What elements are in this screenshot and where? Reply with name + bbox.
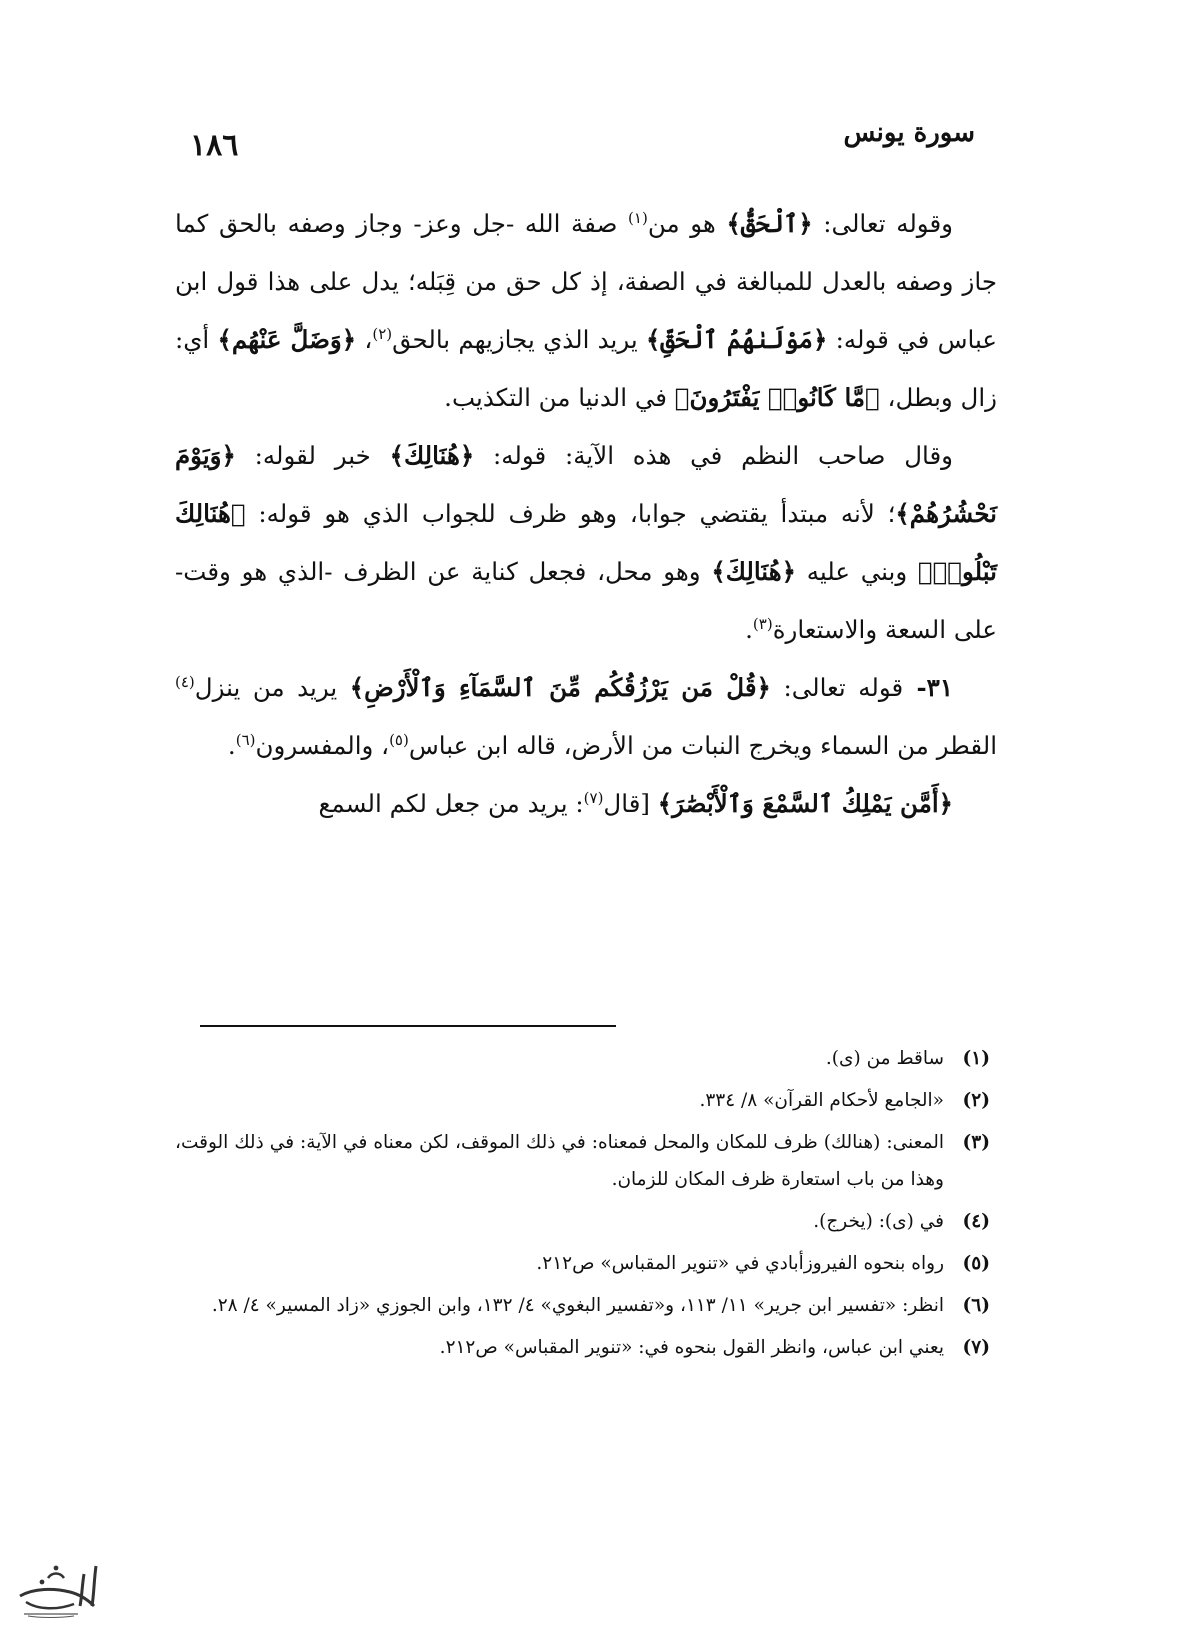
footnote-reference: (٤) bbox=[175, 672, 195, 691]
publisher-logo bbox=[8, 1558, 108, 1620]
footnote-text: في (ى): (يخرج). bbox=[813, 1211, 944, 1232]
quran-quote: ﴿وَيَوْمَ نَحْشُرُهُمْ﴾ bbox=[175, 441, 997, 528]
paragraph-text: خبر لقوله: bbox=[235, 441, 390, 470]
footnote bbox=[175, 1287, 990, 1324]
paragraph-text: ؛ لأنه مبتدأ يقتضي جوابا، وهو ظرف للجواب الذي هو قوله: bbox=[245, 499, 896, 528]
body-paragraph bbox=[175, 427, 997, 659]
paragraph-text: ، والمفسرون bbox=[255, 731, 390, 760]
footnote-reference: (٦) bbox=[235, 730, 256, 749]
footnote-text: انظر: «تفسير ابن جرير» ١١/ ١١٣، و«تفسير البغوي» ٤/ ١٣٢، وابن الجوزي «زاد المسير» ٤/ ٢٨. bbox=[211, 1295, 944, 1316]
paragraph-text: في الدنيا من التكذيب. bbox=[444, 383, 675, 412]
paragraph-text: : يريد من جعل لكم السمع bbox=[318, 789, 584, 818]
footnote bbox=[175, 1040, 990, 1077]
footnote-number: (٤) bbox=[962, 1211, 990, 1232]
footnote-number: (١) bbox=[962, 1048, 990, 1069]
body-paragraph bbox=[175, 775, 997, 833]
footnote-text: يعني ابن عباس، وانظر القول بنحوه في: «تنوير المقباس» ص٢١٢. bbox=[439, 1337, 944, 1358]
quran-quote: ٣١- bbox=[903, 673, 953, 702]
footnote bbox=[175, 1245, 990, 1282]
page-number: ١٨٦ bbox=[190, 128, 239, 163]
body-paragraph bbox=[175, 195, 997, 427]
paragraph-text: صفة الله -جل وعز- وجاز وصفه بالحق كما جاز وصفه بالعدل للمبالغة في الصفة، إذ كل حق من قِبَله؛ يدل على هذا قول ابن عباس في قوله: bbox=[175, 209, 998, 354]
paragraph-text: . bbox=[745, 615, 753, 644]
footnote-text: رواه بنحوه الفيروزأبادي في «تنوير المقباس» ص٢١٢. bbox=[536, 1253, 944, 1274]
paragraph-text: القطر من السماء ويخرج النبات من الأرض، قاله ابن عباس bbox=[408, 731, 997, 760]
paragraph-text: وقال صاحب النظم في هذه الآية: قوله: bbox=[474, 441, 954, 470]
paragraph-text: [قال bbox=[603, 789, 658, 818]
footnote-reference: (١) bbox=[628, 208, 648, 227]
paragraph-text: يريد الذي يجازيهم بالحق bbox=[392, 325, 647, 354]
quran-quote: ﴿مَّا كَانُوا۟ يَفْتَرُونَ﴾ bbox=[674, 383, 880, 412]
quran-quote: ﴿مَوْلَىٰهُمُ ٱلْحَقِّ﴾ bbox=[646, 325, 828, 354]
body-paragraph bbox=[175, 659, 997, 775]
quran-quote: ﴿قُلْ مَن يَرْزُقُكُم مِّنَ ٱلسَّمَآءِ وَٱلْأَرْضِ﴾ bbox=[349, 673, 771, 702]
footnote-reference: (٣) bbox=[752, 614, 773, 633]
main-text bbox=[175, 195, 997, 833]
footnote-text: المعنى: (هنالك) ظرف للمكان والمحل فمعناه: في ذلك الموقف، لكن معناه في الآية: في ذلك الوقت، وهذا من باب استعارة ظرف المكان للزمان. bbox=[175, 1132, 944, 1190]
quran-quote: ﴿أَمَّن يَمْلِكُ ٱلسَّمْعَ وَٱلْأَبْصَٰرَ﴾ bbox=[657, 789, 953, 818]
quran-quote: ﴿هُنَالِكَ﴾ bbox=[711, 557, 796, 586]
footnote bbox=[175, 1329, 990, 1366]
paragraph-text: وبني عليه bbox=[795, 557, 918, 586]
quran-quote: ﴿هُنَالِكَ تَبْلُوا۟﴾ bbox=[175, 499, 997, 586]
paragraph-text: قوله تعالى: bbox=[770, 673, 904, 702]
paragraph-text: ، bbox=[356, 325, 373, 354]
paragraph-text: . bbox=[227, 731, 236, 760]
footnote-number: (٣) bbox=[962, 1132, 990, 1153]
paragraph-text: وهو محل، فجعل كناية عن الظرف -الذي هو وقت- على السعة والاستعارة bbox=[175, 557, 997, 644]
paragraph-text: يريد من ينزل bbox=[194, 673, 350, 702]
quran-quote: ﴿هُنَالِكَ﴾ bbox=[389, 441, 475, 470]
footnote-number: (٢) bbox=[962, 1090, 990, 1111]
footnote-reference: (٧) bbox=[583, 788, 604, 807]
footnote bbox=[175, 1203, 990, 1240]
footnote-reference: (٥) bbox=[389, 730, 409, 749]
surah-title: سورة يونس bbox=[843, 118, 975, 148]
footnote-number: (٦) bbox=[962, 1295, 990, 1316]
footnote bbox=[175, 1124, 990, 1198]
paragraph-text: هو من bbox=[647, 209, 727, 238]
footnote-number: (٧) bbox=[962, 1337, 990, 1358]
footnote-divider bbox=[200, 1025, 616, 1027]
quran-quote: ﴿وَضَلَّ عَنْهُم﴾ bbox=[217, 325, 357, 354]
page-header bbox=[190, 118, 975, 168]
footnotes bbox=[175, 1040, 990, 1371]
footnote bbox=[175, 1082, 990, 1119]
paragraph-text: وقوله تعالى: bbox=[812, 209, 953, 238]
paragraph-text: أي: زال وبطل، bbox=[175, 325, 997, 412]
footnote-reference: (٢) bbox=[372, 324, 393, 343]
footnote-number: (٥) bbox=[962, 1253, 990, 1274]
footnote-text: «الجامع لأحكام القرآن» ٨/ ٣٣٤. bbox=[699, 1090, 944, 1111]
quran-quote: ﴿ٱلْحَقُّ﴾ bbox=[726, 209, 813, 238]
footnote-text: ساقط من (ى). bbox=[825, 1048, 944, 1069]
